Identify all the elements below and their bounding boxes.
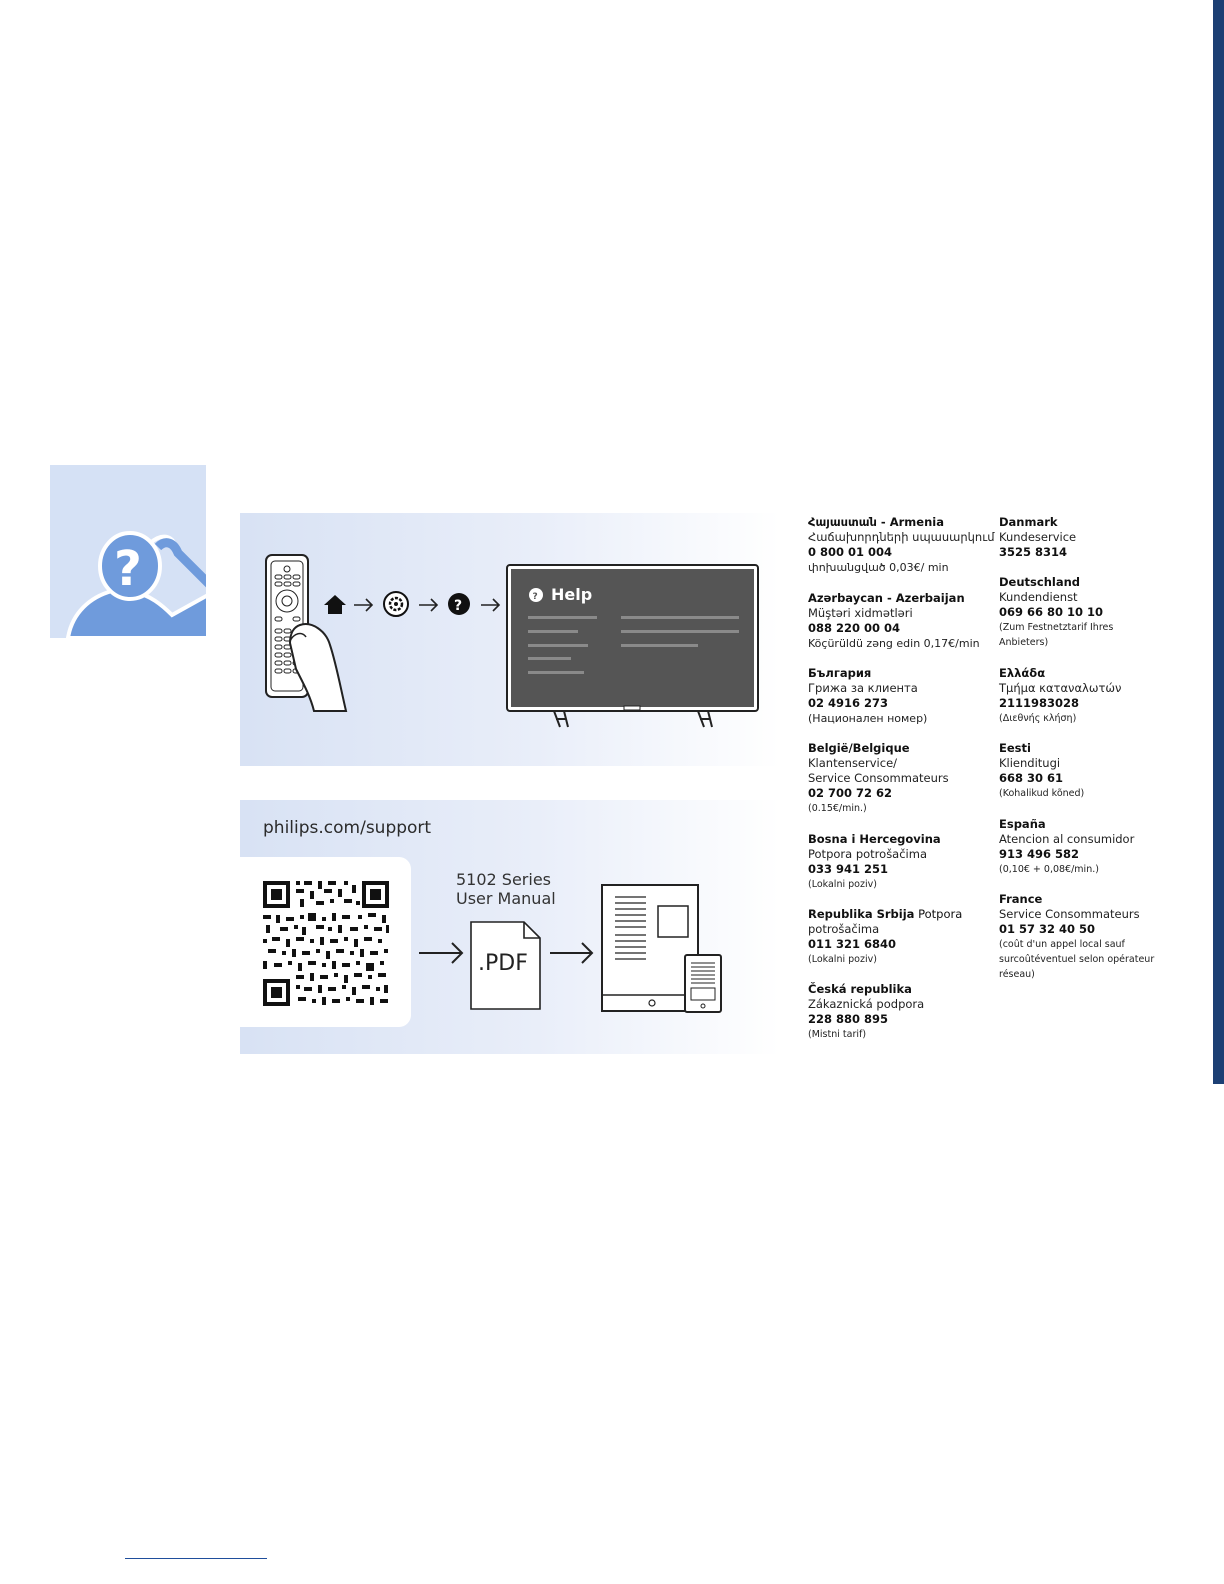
- rate-note-2: surcoûtéventuel selon opérateur: [999, 954, 1155, 966]
- contact-germany: [999, 575, 1113, 650]
- service-name: Klienditugi: [999, 756, 1061, 771]
- phone-number[interactable]: 033 941 251: [808, 862, 889, 877]
- service-name: Müştəri xidmətləri: [808, 606, 913, 621]
- phone-number[interactable]: 3525 8314: [999, 545, 1068, 560]
- support-url[interactable]: philips.com/support: [263, 818, 432, 838]
- pdf-label: .PDF: [478, 951, 528, 976]
- country-name: Հայաստան - Armenia: [808, 515, 944, 529]
- svg-text:?: ?: [114, 541, 142, 597]
- settings-icon: [384, 592, 408, 616]
- rate-note: (Kohalikud kõned): [999, 788, 1085, 800]
- contact-estonia: [999, 741, 1084, 801]
- contact-bosnia: [808, 832, 941, 892]
- country-name: Azərbaycan - Azerbaijan: [808, 591, 965, 605]
- support-illustration: [240, 857, 740, 1027]
- rate-note: (0,10€ + 0,08€/min.): [999, 864, 1099, 876]
- service-name: Τμήμα καταναλωτών: [999, 681, 1122, 696]
- service-name: Հաճախորդների սպասարկում: [808, 530, 995, 545]
- country-name: España: [999, 817, 1046, 831]
- rate-note: (Zum Festnetztarif Ihres: [999, 622, 1114, 634]
- country-name: Ελλάδα: [999, 666, 1046, 680]
- phone-number[interactable]: 02 4916 273: [808, 696, 889, 711]
- tv-icon: [507, 565, 758, 727]
- contact-czech: [808, 982, 924, 1042]
- phone-number[interactable]: 02 700 72 62: [808, 786, 893, 801]
- service-name: potrošačima: [808, 922, 880, 937]
- rate-note: (Lokalni poziv): [808, 954, 877, 966]
- country-name: Danmark: [999, 515, 1058, 529]
- svg-text:?: ?: [532, 592, 538, 602]
- rate-note-3: réseau): [999, 969, 1035, 981]
- phone-number[interactable]: 0 800 01 004: [808, 545, 893, 560]
- service-name: Klantenservice/: [808, 756, 898, 771]
- home-icon: [324, 595, 346, 614]
- service-name-start: Potpora: [914, 907, 963, 921]
- contact-serbia: [808, 907, 962, 967]
- service-name-2: Service Consommateurs: [808, 771, 949, 786]
- country-name: France: [999, 892, 1043, 906]
- rate-note: (Mistni tarif): [808, 1029, 867, 1041]
- country-name: Republika Srbija: [808, 907, 915, 921]
- svg-text:?: ?: [454, 598, 463, 614]
- rate-note: (coût d'un appel local sauf: [999, 939, 1125, 951]
- country-name: Eesti: [999, 741, 1031, 755]
- service-name: Грижа за клиента: [808, 681, 918, 696]
- help-steps-illustration: [240, 513, 780, 766]
- rate-note: Köçürüldü zəng edin 0,17€/min: [808, 637, 980, 651]
- rate-note-2: Anbieters): [999, 637, 1049, 649]
- phone-number[interactable]: 088 220 00 04: [808, 621, 901, 636]
- country-name: Česká republika: [808, 982, 912, 996]
- country-name: Deutschland: [999, 575, 1080, 589]
- arrow-right-icon: [354, 599, 499, 611]
- tv-help-title: Help: [551, 585, 593, 604]
- remote-control-icon: [266, 555, 346, 711]
- country-name: Bosna i Hercegovina: [808, 832, 941, 846]
- service-name: Atencion al consumidor: [999, 832, 1135, 847]
- country-name: България: [808, 666, 872, 680]
- country-name: België/Belgique: [808, 741, 910, 755]
- manual-label: User Manual: [456, 889, 556, 908]
- contact-bulgaria: [808, 666, 927, 726]
- phone-number[interactable]: 228 880 895: [808, 1012, 889, 1027]
- contact-belgium: [808, 741, 949, 816]
- service-name: Kundendienst: [999, 590, 1078, 605]
- qr-code: [263, 881, 389, 1006]
- manual-series: 5102 Series: [456, 870, 552, 889]
- accent-bar: [1213, 0, 1224, 1084]
- phone-number[interactable]: 011 321 6840: [808, 937, 897, 952]
- footnote-rule: [125, 1558, 267, 1559]
- contact-denmark: [999, 515, 1076, 560]
- rate-note: (Διεθνής κλήση): [999, 713, 1077, 725]
- contact-armenia: [808, 515, 995, 575]
- contact-spain: [999, 817, 1134, 877]
- rate-note: (Национален номер): [808, 712, 928, 726]
- country-name-line: [808, 907, 962, 922]
- rate-note: փոխանցված 0,03€/ min: [808, 561, 949, 575]
- phone-number[interactable]: 01 57 32 40 50: [999, 922, 1096, 937]
- phone-number[interactable]: 069 66 80 10 10: [999, 605, 1104, 620]
- tablet-phone-icon: [602, 885, 721, 1012]
- contact-greece: [999, 666, 1121, 726]
- phone-number[interactable]: 2111983028: [999, 696, 1080, 711]
- contact-france: [999, 892, 1154, 983]
- phone-number[interactable]: 668 30 61: [999, 771, 1064, 786]
- help-person-icon: [50, 465, 206, 638]
- rate-note: (Lokalni poziv): [808, 879, 877, 891]
- rate-note: (0.15€/min.): [808, 803, 867, 815]
- service-name: Service Consommateurs: [999, 907, 1140, 922]
- service-name: Kundeservice: [999, 530, 1077, 545]
- service-name: Zákaznická podpora: [808, 997, 925, 1012]
- service-name: Potpora potrošačima: [808, 847, 927, 862]
- phone-number[interactable]: 913 496 582: [999, 847, 1080, 862]
- contact-azerbaijan: [808, 591, 980, 651]
- help-icon: [448, 593, 470, 615]
